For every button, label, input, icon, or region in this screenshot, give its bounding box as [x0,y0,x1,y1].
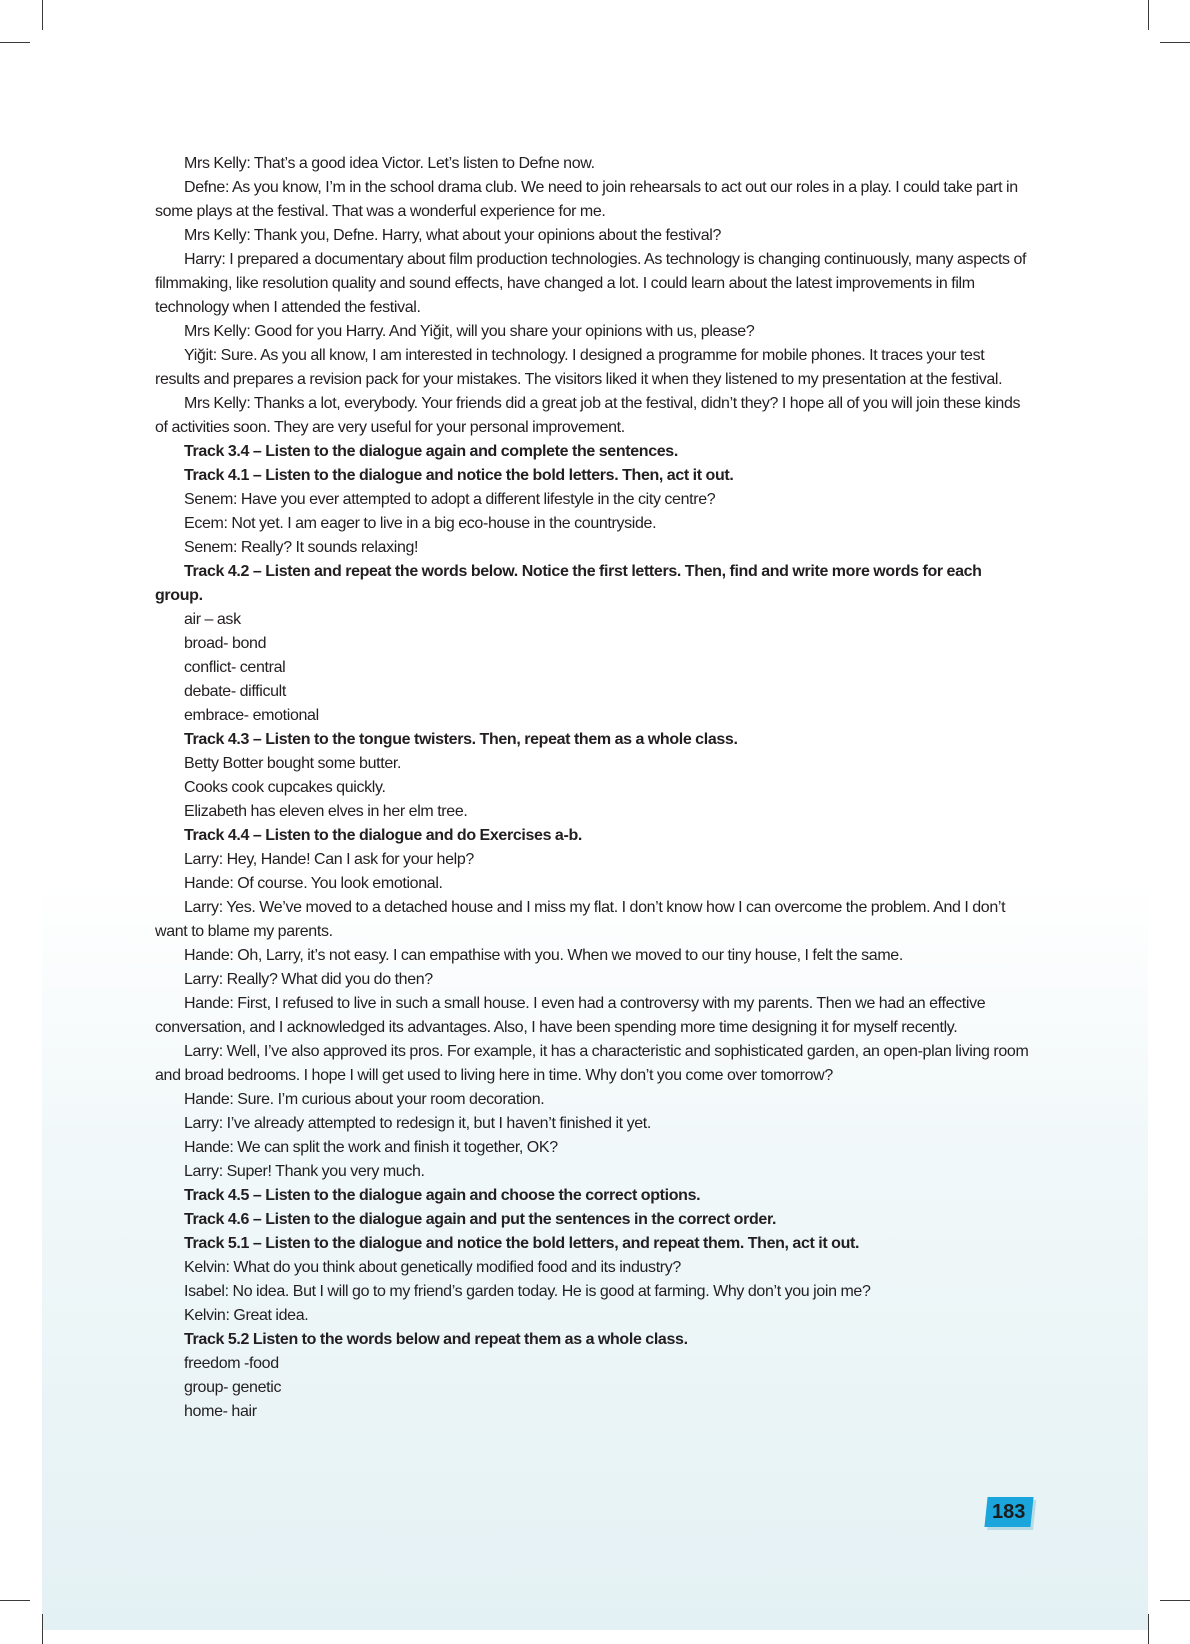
track-instruction: Track 4.3 – Listen to the tongue twisters. Then, repeat them as a whole class. [184,731,738,748]
transcript-line: Larry: Really? What did you do then? [184,971,433,988]
track-instruction: Track 5.1 – Listen to the dialogue and notice the bold letters, and repeat them. Then, act it out. [184,1235,860,1252]
transcript-line: Kelvin: What do you think about genetically modified food and its industry? [184,1259,681,1276]
crop-mark [0,1600,30,1601]
transcript-body [155,152,1030,1424]
transcript-line: Senem: Really? It sounds relaxing! [184,539,419,556]
transcript-line: Hande: Of course. You look emotional. [184,875,443,892]
crop-mark [0,42,30,43]
transcript-line: broad- bond [184,635,267,652]
page-number: 183 [992,1501,1026,1523]
track-instruction: Track 4.4 – Listen to the dialogue and do Exercises a-b. [184,827,582,844]
transcript-line: Mrs Kelly: Good for you Harry. And Yiğit, will you share your opinions with us, please? [184,323,755,340]
transcript-line: air – ask [184,611,241,628]
transcript-line: Isabel: No idea. But I will go to my friend’s garden today. He is good at farming. Why don’t you join me? [184,1283,871,1300]
transcript-line: freedom -food [184,1355,279,1372]
crop-mark [42,1614,43,1644]
transcript-line: Larry: Hey, Hande! Can I ask for your help? [184,851,474,868]
transcript-line: Larry: Yes. We’ve moved to a detached house and I miss my flat. I don’t know how I can overcome the problem. And I don’t want to blame my parents. [155,899,1006,940]
transcript-line: Larry: Well, I’ve also approved its pros. For example, it has a characteristic and sophisticated garden, an open-plan living room and broad bedrooms. I hope I will get used to living here in time. Why don’t you come over tomorrow? [155,1043,1029,1084]
track-instruction: Track 3.4 – Listen to the dialogue again and complete the sentences. [184,443,678,460]
transcript-line: embrace- emotional [184,707,319,724]
track-instruction: Track 4.1 – Listen to the dialogue and notice the bold letters. Then, act it out. [184,467,734,484]
crop-mark [1160,42,1190,43]
transcript-line: Hande: Sure. I’m curious about your room decoration. [184,1091,545,1108]
transcript-line: group- genetic [184,1379,282,1396]
crop-mark [42,0,43,30]
transcript-line: debate- difficult [184,683,286,700]
transcript-line: Larry: I’ve already attempted to redesign it, but I haven’t finished it yet. [184,1115,651,1132]
crop-mark [1148,1614,1149,1644]
track-instruction: Track 5.2 Listen to the words below and repeat them as a whole class. [184,1331,688,1348]
transcript-line: conflict- central [184,659,286,676]
transcript-line: Mrs Kelly: That’s a good idea Victor. Let’s listen to Defne now. [184,155,595,172]
track-instruction: Track 4.2 – Listen and repeat the words below. Notice the first letters. Then, find and write more words for each group. [155,563,982,604]
transcript-line: Larry: Super! Thank you very much. [184,1163,425,1180]
crop-mark [1160,1600,1190,1601]
transcript-line: Defne: As you know, I’m in the school drama club. We need to join rehearsals to act out our roles in a play. I could take part in some plays at the festival. That was a wonderful experience for me. [155,179,1018,220]
transcript-line: Yiğit: Sure. As you all know, I am interested in technology. I designed a programme for mobile phones. It traces your test results and prepares a revision pack for your mistakes. The visitors liked it when they listened to my presentation at the festival. [155,347,1003,388]
transcript-line: Elizabeth has eleven elves in her elm tree. [184,803,468,820]
page-number-badge [984,1497,1033,1527]
transcript-line: Mrs Kelly: Thank you, Defne. Harry, what about your opinions about the festival? [184,227,721,244]
transcript-line: Hande: Oh, Larry, it’s not easy. I can empathise with you. When we moved to our tiny house, I felt the same. [184,947,903,964]
track-instruction: Track 4.5 – Listen to the dialogue again and choose the correct options. [184,1187,701,1204]
transcript-line: Ecem: Not yet. I am eager to live in a big eco-house in the countryside. [184,515,657,532]
transcript-line: Senem: Have you ever attempted to adopt a different lifestyle in the city centre? [184,491,716,508]
transcript-line: Hande: We can split the work and finish it together, OK? [184,1139,558,1156]
transcript-line: Cooks cook cupcakes quickly. [184,779,386,796]
transcript-line: Hande: First, I refused to live in such a small house. I even had a controversy with my parents. Then we had an effective conversation, and I acknowledged its advantages. Also, I have been spending more time designing it for myself recently. [155,995,986,1036]
transcript-line: Betty Botter bought some butter. [184,755,402,772]
track-instruction: Track 4.6 – Listen to the dialogue again and put the sentences in the correct order. [184,1211,777,1228]
transcript-line: Mrs Kelly: Thanks a lot, everybody. Your friends did a great job at the festival, didn’t they? I hope all of you will join these kinds of activities soon. They are very useful for your personal improvement. [155,395,1021,436]
transcript-line: Kelvin: Great idea. [184,1307,309,1324]
transcript-line: Harry: I prepared a documentary about film production technologies. As technology is changing continuously, many aspects of filmmaking, like resolution quality and sound effects, have changed a lot. I could learn about the latest improvements in film technology when I attended the festival. [155,251,1027,316]
transcript-line: home- hair [184,1403,257,1420]
crop-mark [1148,0,1149,30]
